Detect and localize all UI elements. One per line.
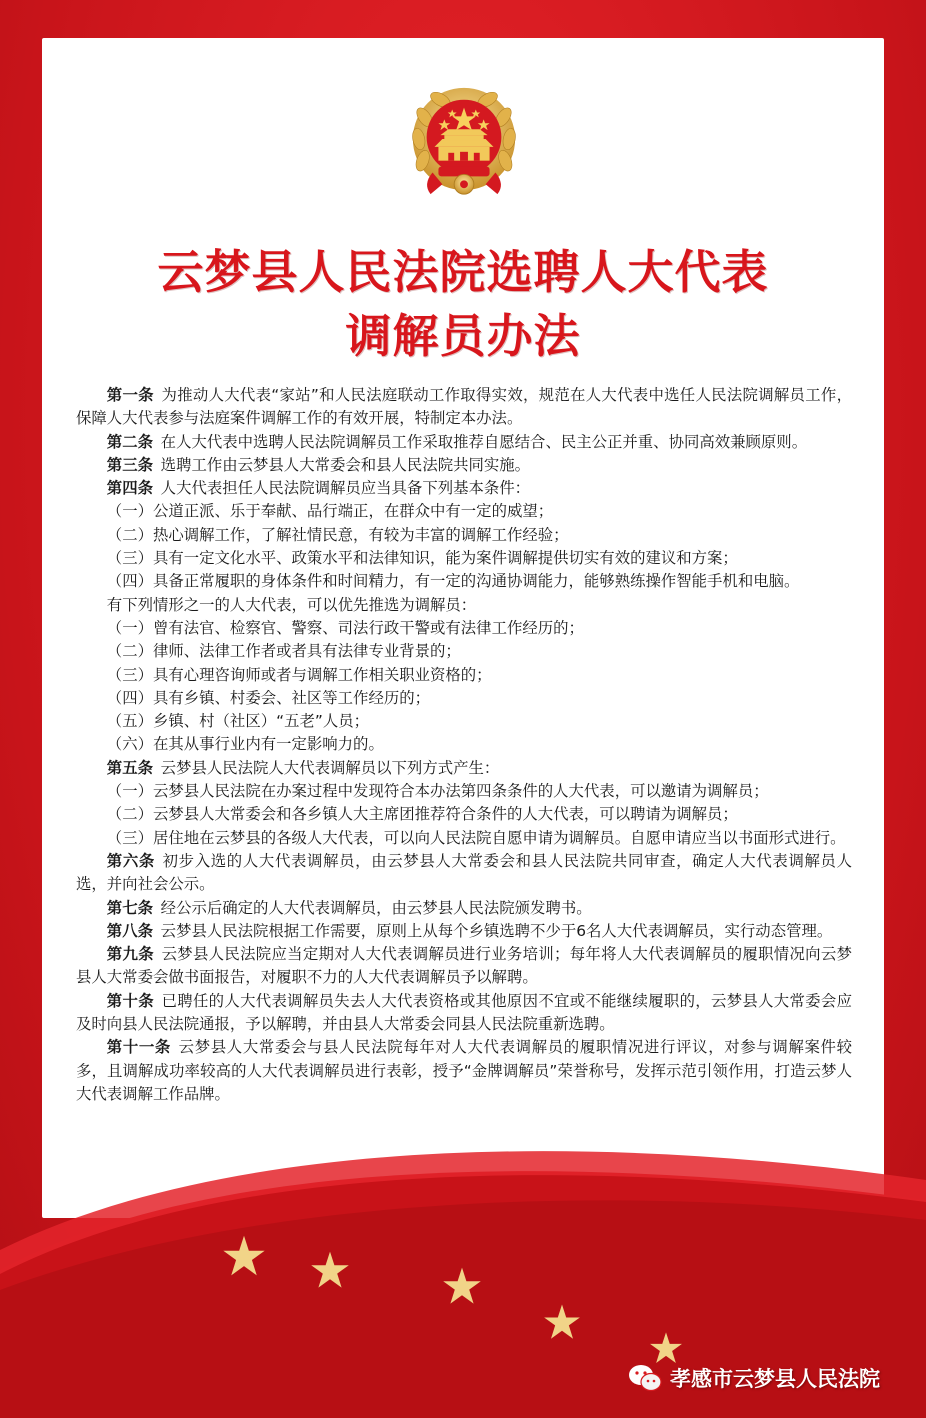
article-text: （二）热心调解工作，了解社情民意，有较为丰富的调解工作经验； <box>106 525 569 544</box>
article-text: （一）云梦县人民法院在办案过程中发现符合本办法第四条条件的人大代表，可以邀请为调解员； <box>106 782 769 801</box>
regulation-paragraph <box>76 547 852 570</box>
regulation-paragraph <box>76 757 852 780</box>
regulation-body <box>76 384 852 1106</box>
article-number: 第九条 <box>106 945 154 964</box>
wechat-icon <box>628 1363 662 1393</box>
regulation-paragraph <box>76 617 852 640</box>
article-text: （六）在其从事行业内有一定影响力的。 <box>106 735 384 754</box>
regulation-paragraph <box>76 897 852 920</box>
regulation-paragraph <box>76 780 852 803</box>
article-text: （二）云梦县人大常委会和各乡镇人大主席团推荐符合条件的人大代表，可以聘请为调解员； <box>106 805 738 824</box>
article-number: 第二条 <box>106 432 153 451</box>
footer-brand <box>628 1360 880 1396</box>
article-text: 云梦县人民法院根据工作需要，原则上从每个乡镇选聘不少于6名人大代表调解员，实行动态管理。 <box>160 921 833 940</box>
regulation-paragraph <box>76 1036 852 1106</box>
article-number: 第三条 <box>106 455 153 474</box>
article-text: （三）具有一定文化水平、政策水平和法律知识，能为案件调解提供切实有效的建议和方案； <box>106 549 738 568</box>
article-text: 云梦县人大常委会与县人民法院每年对人大代表调解员的履职情况进行评议，对参与调解案件较多，且调解成功率较高的人大代表调解员进行表彰，授予“金牌调解员”荣誉称号，发挥示范引领作用，打造云梦人大代表调解工作品牌。 <box>76 1038 852 1103</box>
regulation-paragraph <box>76 803 852 826</box>
article-text: （四）具有乡镇、村委会、社区等工作经历的； <box>106 688 431 707</box>
star-icon <box>310 1250 350 1290</box>
article-number: 第七条 <box>106 898 153 917</box>
article-text: 选聘工作由云梦县人大常委会和县人民法院共同实施。 <box>160 455 531 474</box>
article-text: （一）公道正派、乐于奉献、品行端正，在群众中有一定的威望； <box>106 502 554 521</box>
article-text: （一）曾有法官、检察官、警察、司法行政干警或有法律工作经历的； <box>106 618 584 637</box>
regulation-paragraph <box>76 477 852 500</box>
article-number: 第八条 <box>106 921 153 940</box>
regulation-paragraph <box>76 827 852 850</box>
article-number: 第六条 <box>106 851 155 870</box>
regulation-paragraph <box>76 570 852 593</box>
star-icon <box>442 1266 482 1306</box>
article-text: 已聘任的人大代表调解员失去人大代表资格或其他原因不宜或不能继续履职的，云梦县人大常委会应及时向县人民法院通报，予以解聘，并由县人大常委会同县人民法院重新选聘。 <box>76 991 852 1034</box>
article-number: 第十条 <box>106 991 154 1010</box>
regulation-paragraph <box>76 710 852 733</box>
article-text: 人大代表担任人民法院调解员应当具备下列基本条件： <box>160 479 531 498</box>
regulation-paragraph <box>76 640 852 663</box>
article-text: （二）律师、法律工作者或者具有法律专业背景的； <box>106 642 461 661</box>
star-icon <box>543 1303 581 1341</box>
title-line-2: 调解员办法 <box>345 309 581 363</box>
regulation-paragraph <box>76 990 852 1037</box>
regulation-paragraph <box>76 384 852 431</box>
article-text: （五）乡镇、村（社区）“五老”人员； <box>106 712 369 731</box>
article-text: 有下列情形之一的人大代表，可以优先推选为调解员： <box>106 595 477 614</box>
article-text: 在人大代表中选聘人民法院调解员工作采取推荐自愿结合、民主公正并重、协同高效兼顾原则。 <box>160 432 808 451</box>
article-text: 云梦县人民法院人大代表调解员以下列方式产生： <box>160 758 500 777</box>
regulation-paragraph <box>76 500 852 523</box>
national-emblem-icon <box>405 82 523 200</box>
article-number: 第十一条 <box>106 1038 171 1057</box>
regulation-paragraph <box>76 733 852 756</box>
article-number: 第五条 <box>106 758 153 777</box>
article-text: （三）具有心理咨询师或者与调解工作相关职业资格的； <box>106 665 492 684</box>
star-icon <box>222 1234 266 1278</box>
regulation-paragraph <box>76 454 852 477</box>
article-text: 为推动人大代表“家站”和人民法庭联动工作取得实效，规范在人大代表中选任人民法院调解员工作，保障人大代表参与法庭案件调解工作的有效开展，特制定本办法。 <box>76 386 852 428</box>
regulation-paragraph <box>76 664 852 687</box>
article-number: 第一条 <box>106 386 154 404</box>
regulation-paragraph <box>76 431 852 454</box>
footer-label: 孝感市云梦县人民法院 <box>670 1367 880 1391</box>
regulation-paragraph <box>76 594 852 617</box>
regulation-paragraph <box>76 850 852 897</box>
article-text: （三）居住地在云梦县的各级人大代表，可以向人民法院自愿申请为调解员。自愿申请应当以书面形式进行。 <box>106 828 846 847</box>
regulation-paragraph <box>76 943 852 990</box>
title-line-1: 云梦县人民法院选聘人大代表 <box>157 245 769 299</box>
article-text: 云梦县人民法院应当定期对人大代表调解员进行业务培训；每年将人大代表调解员的履职情况向云梦县人大常委会做书面报告，对履职不力的人大代表调解员予以解聘。 <box>76 945 852 987</box>
article-text: 初步入选的人大代表调解员，由云梦县人大常委会和县人民法院共同审查，确定人大代表调解员人选，并向社会公示。 <box>76 851 852 894</box>
article-text: （四）具备正常履职的身体条件和时间精力，有一定的沟通协调能力，能够熟练操作智能手机和电脑。 <box>106 572 800 591</box>
article-text: 经公示后确定的人大代表调解员，由云梦县人民法院颁发聘书。 <box>160 898 592 917</box>
regulation-paragraph <box>76 524 852 547</box>
regulation-paragraph <box>76 687 852 710</box>
poster-title <box>42 240 884 368</box>
article-number: 第四条 <box>106 479 153 498</box>
regulation-paragraph <box>76 920 852 943</box>
